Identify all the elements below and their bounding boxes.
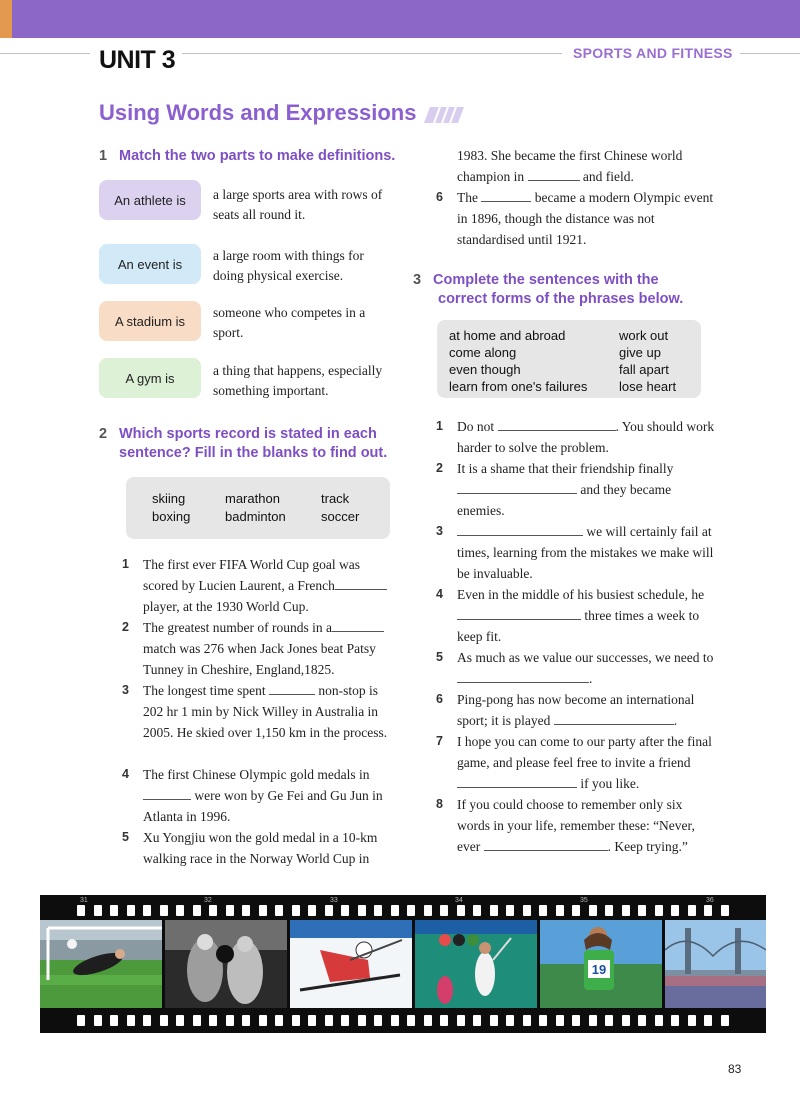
- item-text: Even in the middle of his busiest schedule, he: [457, 587, 705, 602]
- sprocket-hole: [473, 905, 481, 916]
- sprocket-hole: [655, 1015, 663, 1026]
- sprocket-hole: [127, 905, 135, 916]
- sprocket-hole: [622, 1015, 630, 1026]
- sprocket-hole: [622, 905, 630, 916]
- ex1-definition[interactable]: a large room with things for doing physical exercise.: [213, 248, 364, 283]
- item-number: 4: [122, 767, 129, 781]
- answer-blank[interactable]: [498, 417, 616, 431]
- bib-number: 19: [591, 962, 607, 977]
- ex2-item-1: [122, 554, 392, 617]
- top-color-bar: [0, 0, 800, 38]
- answer-blank[interactable]: [335, 576, 387, 590]
- ex1-heading: [99, 147, 395, 166]
- item-text: Ping-pong has now become an international sport; it is played: [457, 692, 695, 728]
- sprocket-hole: [143, 905, 151, 916]
- sprocket-hole: [160, 905, 168, 916]
- sprocket-hole: [292, 1015, 300, 1026]
- sprocket-hole: [457, 1015, 465, 1026]
- item-number: 2: [436, 461, 443, 475]
- ex2-item-6: [436, 187, 716, 250]
- sprocket-hole: [539, 905, 547, 916]
- sprocket-hole: [671, 1015, 679, 1026]
- photo-marathon: [665, 920, 766, 1008]
- answer-blank[interactable]: [457, 522, 583, 536]
- phrase: at home and abroad: [449, 328, 566, 343]
- ex3-item-5: [436, 647, 716, 689]
- phrase: work out: [619, 328, 669, 343]
- sprocket-hole: [110, 905, 118, 916]
- ex1-box-stadium[interactable]: A stadium is: [99, 301, 201, 341]
- sprocket-hole: [556, 905, 564, 916]
- sprocket-hole: [176, 905, 184, 916]
- phrase: come along: [449, 345, 517, 360]
- word-soccer: soccer: [321, 509, 360, 524]
- sprocket-hole: [721, 905, 729, 916]
- sprocket-hole: [506, 1015, 514, 1026]
- sprocket-hole: [440, 1015, 448, 1026]
- ex3-item-2: [436, 458, 716, 521]
- sprocket-hole: [473, 1015, 481, 1026]
- sprocket-hole: [127, 1015, 135, 1026]
- item-text: The greatest number of rounds in a: [143, 620, 332, 635]
- phrase: even though: [449, 362, 521, 377]
- ex1-definition[interactable]: a thing that happens, especially something important.: [213, 363, 383, 398]
- sprocket-hole: [325, 1015, 333, 1026]
- sprocket-hole: [688, 1015, 696, 1026]
- sprocket-hole: [209, 905, 217, 916]
- item-text: became a modern Olympic event in 1896, though the distance was not standardised until 1921.: [457, 190, 714, 247]
- header-rule-middle: [182, 53, 562, 54]
- sprocket-hole: [572, 905, 580, 916]
- sprocket-hole: [490, 1015, 498, 1026]
- photo-runner: [540, 920, 662, 1008]
- item-text: It is a shame that their friendship finally: [457, 461, 674, 476]
- frame-number: 36: [706, 897, 714, 904]
- unit-title: UNIT 3: [99, 46, 176, 74]
- title-stripes-decoration: [424, 107, 464, 123]
- item-text: Do not: [457, 419, 495, 434]
- item-number: 4: [436, 587, 443, 601]
- sprocket-hole: [226, 1015, 234, 1026]
- sprocket-hole: [374, 1015, 382, 1026]
- sprocket-hole: [539, 1015, 547, 1026]
- sprocket-hole: [325, 905, 333, 916]
- sprocket-hole: [638, 1015, 646, 1026]
- header-rule-left: [0, 53, 90, 54]
- item-number: 1: [436, 419, 443, 433]
- item-number: 1: [122, 557, 129, 571]
- sprocket-hole: [110, 1015, 118, 1026]
- sprocket-hole: [94, 905, 102, 916]
- answer-blank[interactable]: [332, 618, 384, 632]
- ex3-number: 3: [413, 272, 422, 288]
- item-text: Xu Yongjiu won the gold medal in a 10-km walking race in the Norway World Cup in: [143, 830, 378, 866]
- ex1-box-athlete[interactable]: An athlete is: [99, 180, 201, 220]
- sprocket-hole: [523, 1015, 531, 1026]
- item-number: 5: [122, 830, 129, 844]
- word-badminton: badminton: [225, 509, 286, 524]
- photo-badminton: [415, 920, 537, 1008]
- item-text: three times a week to keep fit.: [457, 608, 700, 644]
- sprocket-hole: [209, 1015, 217, 1026]
- sprocket-hole: [704, 905, 712, 916]
- item-text: .: [673, 713, 678, 728]
- sprocket-hole: [226, 905, 234, 916]
- sprocket-hole: [176, 1015, 184, 1026]
- item-number: 3: [436, 524, 443, 538]
- sprocket-hole: [275, 1015, 283, 1026]
- item-text: if you like.: [580, 776, 640, 791]
- sprocket-hole: [160, 1015, 168, 1026]
- answer-blank[interactable]: [457, 606, 581, 620]
- phrase: fall apart: [619, 362, 669, 377]
- photo-goalkeeper: [40, 920, 162, 1008]
- phrase: lose heart: [619, 379, 677, 394]
- ex2-item-5-start: [122, 827, 392, 869]
- item-number: 7: [436, 734, 443, 748]
- ex2-heading: [99, 425, 387, 463]
- sprocket-hole: [605, 905, 613, 916]
- ex1-definition[interactable]: a large sports area with rows of seats all round it.: [213, 187, 383, 222]
- sprocket-hole: [671, 905, 679, 916]
- ex1-box-gym[interactable]: A gym is: [99, 358, 201, 398]
- ex2-item-3: [122, 680, 392, 764]
- ex3-item-4: [436, 584, 716, 647]
- answer-blank[interactable]: [554, 711, 674, 725]
- sprocket-hole: [721, 1015, 729, 1026]
- sprocket-hole: [523, 905, 531, 916]
- answer-blank[interactable]: [457, 774, 577, 788]
- item-number: 2: [122, 620, 129, 634]
- sprocket-hole: [506, 905, 514, 916]
- sprocket-hole: [259, 905, 267, 916]
- sprocket-hole: [589, 1015, 597, 1026]
- item-text: we will certainly fail at times, learning from the mistakes we make will be invaluable.: [457, 524, 714, 581]
- item-number: 6: [436, 692, 443, 706]
- word-boxing: boxing: [152, 509, 191, 524]
- answer-blank[interactable]: [457, 669, 589, 683]
- sprocket-hole: [358, 905, 366, 916]
- ex3-heading: [413, 271, 683, 309]
- sprocket-hole: [292, 905, 300, 916]
- ex1-title: Match the two parts to make definitions.: [119, 148, 396, 164]
- sprocket-hole: [457, 905, 465, 916]
- film-strip: [40, 895, 766, 1033]
- item-number: 6: [436, 190, 443, 204]
- item-number: 8: [436, 797, 443, 811]
- answer-blank[interactable]: [484, 837, 608, 851]
- ex2-title-line2: sentence? Fill in the blanks to find out.: [119, 445, 388, 461]
- word-track: track: [321, 491, 350, 506]
- item-text: and field.: [582, 169, 634, 184]
- sprocket-hole: [77, 1015, 85, 1026]
- item-number: 3: [122, 683, 129, 697]
- sprocket-hole: [275, 905, 283, 916]
- frame-number: 31: [80, 897, 88, 904]
- sprocket-hole: [589, 905, 597, 916]
- photo-boxing: [165, 920, 287, 1008]
- answer-blank[interactable]: [143, 786, 191, 800]
- sprocket-hole: [358, 1015, 366, 1026]
- sprocket-hole: [391, 905, 399, 916]
- sprocket-hole: [688, 905, 696, 916]
- item-text: non-stop is 202 hr 1 min by Nick Willey in Australia in 2005. He skied over 1,150 km in the process.: [143, 683, 388, 740]
- sprocket-hole: [259, 1015, 267, 1026]
- ex2-word-box: [126, 477, 390, 539]
- item-text: The: [457, 190, 478, 205]
- sprocket-hole: [704, 1015, 712, 1026]
- answer-blank[interactable]: [528, 167, 580, 181]
- sprocket-hole: [655, 905, 663, 916]
- sprocket-hole: [572, 1015, 580, 1026]
- ex3-title-line2: correct forms of the phrases below.: [438, 291, 684, 307]
- frame-number: 33: [330, 897, 338, 904]
- sprocket-hole: [77, 905, 85, 916]
- ex3-item-3: [436, 521, 716, 584]
- phrase: give up: [619, 345, 661, 360]
- sprocket-hole: [556, 1015, 564, 1026]
- phrase: learn from one's failures: [449, 379, 588, 394]
- item-text: . You should work harder to solve the problem.: [457, 419, 715, 455]
- sprocket-hole: [638, 905, 646, 916]
- sprocket-hole: [143, 1015, 151, 1026]
- item-text: The longest time spent: [143, 683, 266, 698]
- ex3-title-line1: Complete the sentences with the: [433, 272, 659, 288]
- sprocket-hole: [193, 1015, 201, 1026]
- ex2-item-2: [122, 617, 392, 680]
- ex2-number: 2: [99, 426, 108, 442]
- sprocket-hole: [424, 905, 432, 916]
- top-bar-corner: [0, 0, 12, 38]
- header-rule-right: [740, 53, 800, 54]
- sprocket-hole: [242, 905, 250, 916]
- unit-topic: SPORTS AND FITNESS: [573, 45, 733, 61]
- sprocket-hole: [407, 1015, 415, 1026]
- sprocket-hole: [424, 1015, 432, 1026]
- sprocket-hole: [94, 1015, 102, 1026]
- item-text: player, at the 1930 World Cup.: [143, 599, 309, 614]
- answer-blank[interactable]: [269, 681, 315, 695]
- ex3-item-1: [436, 416, 716, 458]
- item-text: were won by Ge Fei and Gu Jun in Atlanta in 1996.: [143, 788, 383, 824]
- answer-blank[interactable]: [481, 188, 531, 202]
- section-title: Using Words and Expressions: [99, 100, 417, 125]
- item-text: The first ever FIFA World Cup goal was scored by Lucien Laurent, a French: [143, 557, 361, 593]
- sprocket-hole: [490, 905, 498, 916]
- sprocket-hole: [605, 1015, 613, 1026]
- sprocket-hole: [341, 905, 349, 916]
- ex3-item-7: [436, 731, 716, 794]
- ex3-item-8: [436, 794, 716, 857]
- ex2-item-4: [122, 764, 392, 827]
- sprocket-hole: [308, 1015, 316, 1026]
- item-text: . Keep trying.”: [607, 839, 688, 854]
- sprocket-hole: [391, 1015, 399, 1026]
- frame-number: 32: [204, 897, 212, 904]
- sprocket-hole: [374, 905, 382, 916]
- photo-skiing: [290, 920, 412, 1008]
- word-marathon: marathon: [225, 491, 280, 506]
- item-text: .: [589, 671, 593, 686]
- page-number: 83: [728, 1062, 742, 1076]
- item-text: match was 276 when Jack Jones beat Patsy Tunney in Cheshire, England,1825.: [143, 641, 376, 677]
- word-skiing: skiing: [152, 491, 186, 506]
- ex1-number: 1: [99, 148, 108, 164]
- sprocket-hole: [242, 1015, 250, 1026]
- item-text: The first Chinese Olympic gold medals in: [143, 767, 370, 782]
- frame-number: 35: [580, 897, 588, 904]
- ex2-title-line1: Which sports record is stated in each: [119, 426, 377, 442]
- ex1-box-event[interactable]: An event is: [99, 244, 201, 284]
- ex2-item-5-continued: 1983. She became the first Chinese world champion in and field.: [457, 148, 683, 184]
- ex1-definition[interactable]: someone who competes in a sport.: [213, 305, 366, 340]
- item-text: I hope you can come to our party after the final game, and please feel free to invite a friend: [457, 734, 712, 770]
- item-text: As much as we value our successes, we need to: [457, 650, 714, 665]
- ex3-phrase-box: [437, 320, 701, 398]
- item-text: and they became enemies.: [457, 482, 672, 518]
- sprocket-hole: [193, 905, 201, 916]
- sprocket-hole: [341, 1015, 349, 1026]
- ex3-item-6: [436, 689, 716, 731]
- frame-number: 34: [455, 897, 463, 904]
- answer-blank[interactable]: [457, 480, 577, 494]
- item-number: 5: [436, 650, 443, 664]
- sprocket-hole: [308, 905, 316, 916]
- sprocket-hole: [407, 905, 415, 916]
- item-text: If you could choose to remember only six words in your life, remember these: “Never, ever: [457, 797, 695, 854]
- sprocket-hole: [440, 905, 448, 916]
